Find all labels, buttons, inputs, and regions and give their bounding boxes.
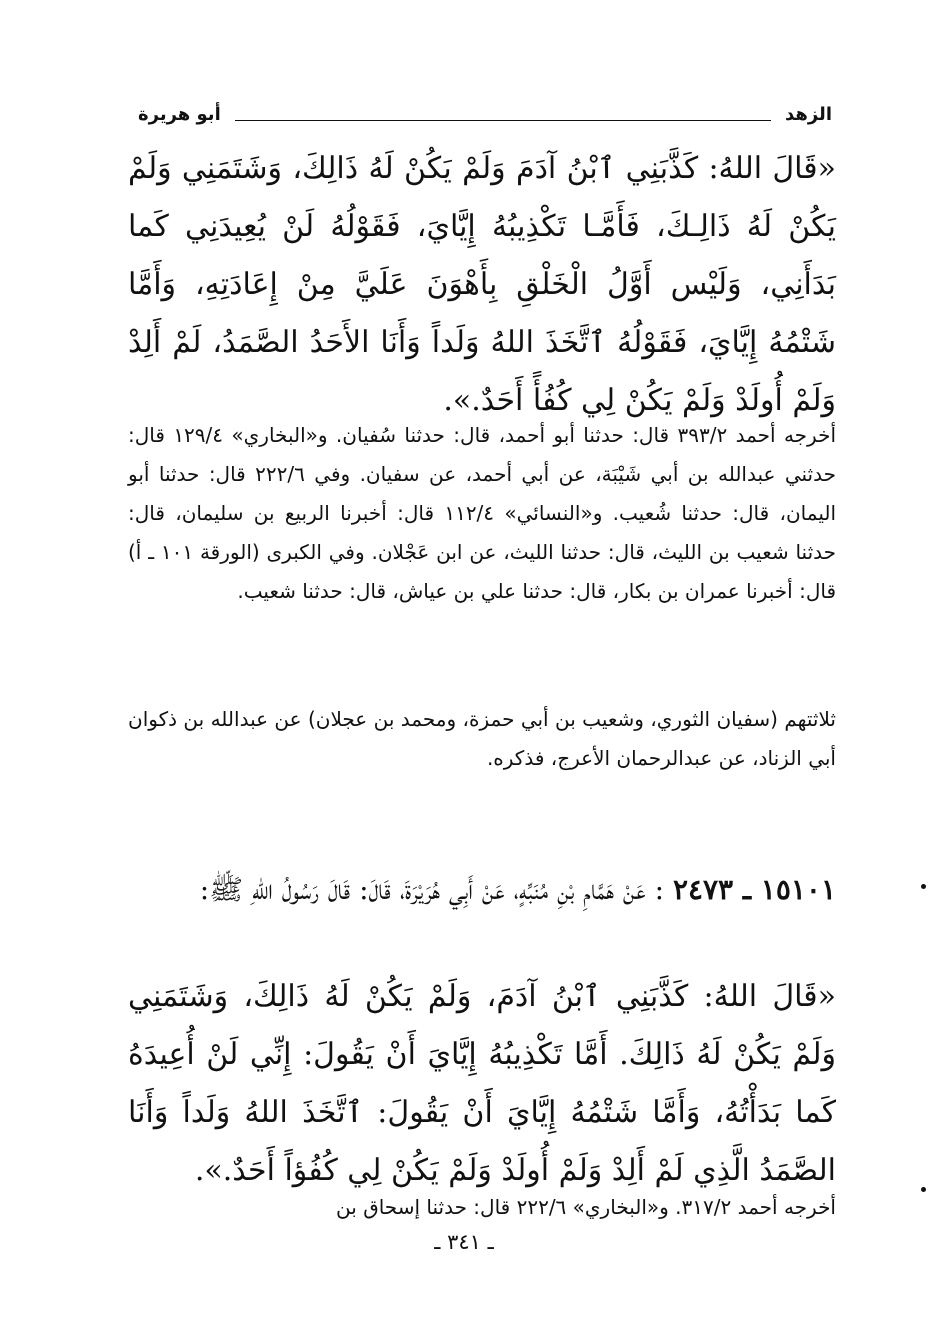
hadith-2-isnad: : عَنْ هَمَّامِ بْنِ مُنَبِّهٍ، عَنْ أَبِي هُرَيْرَةَ، قَالَ: قَالَ رَسُولُ اللهِ ﷺ:: [199, 873, 665, 906]
hadith-2-heading: [128, 862, 836, 918]
margin-dot: [921, 1187, 926, 1192]
header-narrator: أبو هريرة: [138, 103, 221, 125]
header-chapter-title: الزهد: [784, 103, 832, 125]
hadith-2-number: ١٥١٠١ ـ ٢٤٧٣: [672, 873, 836, 906]
takhrij-3: أخرجه أحمد ٣١٧/٢. و«البخاري» ٢٢٢/٦ قال: حدثنا إسحاق بن: [336, 1195, 836, 1219]
page-number: ـ ٣٤١ ـ: [434, 1230, 494, 1254]
running-header: [138, 98, 832, 130]
hadith-2-text: «قَالَ اللهُ: كَذَّبَنِي ٱبْنُ آدَمَ، وَلَمْ يَكُنْ لَهُ ذَالِكَ، وَشَتَمَنِي وَلَمْ يَكُنْ لَهُ ذَالِكَ. أَمَّا تَكْذِيبُهُ إِيَّايَ أَنْ يَقُولَ: إِنِّي لَنْ أُعِيدَهُ كَما بَدَأْتُهُ، وَأَمَّا شَتْمُهُ إِيَّايَ أَنْ يَقُولَ: ٱتَّخَذَ اللهُ وَلَداً وَأَنَا الصَّمَدُ الَّذِي لَمْ أَلِدْ وَلَمْ أُولَدْ وَلَمْ يَكُنْ لِي كُفُؤاً أَحَدٌ.».: [128, 979, 836, 1188]
hadith-1-text: «قَالَ اللهُ: كَذَّبَنِي ٱبْنُ آدَمَ وَلَمْ يَكُنْ لَهُ ذَالِكَ، وَشَتَمَنِي وَلَمْ يَكُنْ لَهُ ذَالِـكَ، فَأَمَّـا تَكْذِيبُهُ إِيَّايَ، فَقَوْلُهُ لَنْ يُعِيدَنِي كَما بَدَأَنِي، وَلَيْس أَوَّلُ الْخَلْقِ بِأَهْوَنَ عَلَيَّ مِنْ إِعَادَتِهِ، وَأَمَّا شَتْمُهُ إِيَّايَ، فَقَوْلُهُ ٱتَّخَذَ اللهُ وَلَداً وَأَنَا الأَحَدُ الصَّمَدُ، لَمْ أَلِدْ وَلَمْ أُولَدْ وَلَمْ يَكُنْ لِي كُفُأً أَحَدٌ.».: [128, 151, 836, 418]
margin-dot: [921, 884, 926, 889]
header-rule: [235, 120, 771, 121]
takhrij-2: ثلاثتهم (سفيان الثوري، وشعيب بن أبي حمزة، ومحمد بن عجلان) عن عبدالله بن ذكوان أبي الزناد، عن عبدالرحمان الأعرج، فذكره.: [128, 707, 836, 770]
takhrij-1: أخرجه أحمد ٣٩٣/٢ قال: حدثنا أبو أحمد، قال: حدثنا سُفيان. و«البخاري» ١٢٩/٤ قال: حدثني عبدالله بن أبي شَيْبَة، عن أبي أحمد، عن سفيان. وفي ٢٢٢/٦ قال: حدثنا أبو اليمان، قال: حدثنا شُعيب. و«النسائي» ١١٢/٤ قال: أخبرنا الربيع بن سليمان، قال: حدثنا شعيب بن الليث، قال: حدثنا الليث، عن ابن عَجْلان. وفي الكبرى (الورقة ١٠١ ـ أ) قال: أخبرنا عمران بن بكار، قال: حدثنا علي بن عياش، قال: حدثنا شعيب.: [128, 423, 837, 603]
